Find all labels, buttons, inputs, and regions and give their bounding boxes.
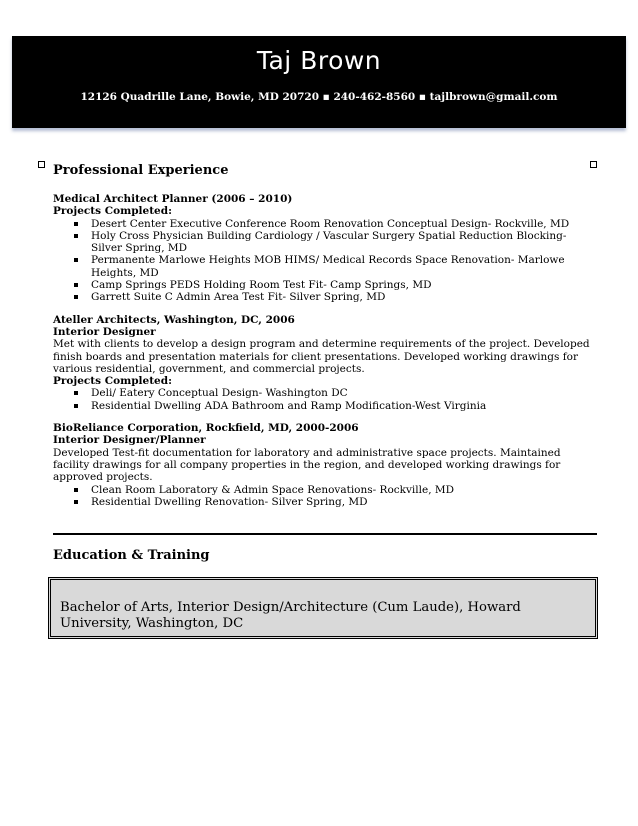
project-list [53, 484, 598, 509]
job-3 [53, 422, 598, 508]
contact-info: 12126 Quadrille Lane, Bowie, MD 20720 ▪ 240-462-8560 ▪ tajlbrown@gmail.com [80, 91, 558, 103]
checkbox-left[interactable] [38, 161, 45, 168]
list-item: Holy Cross Physician Building Cardiology / Vascular Surgery Spatial Reduction Blocking- Silver Spring, MD [91, 230, 598, 255]
job-2 [53, 314, 598, 412]
candidate-name: Taj Brown [256, 46, 382, 75]
job-heading: BioReliance Corporation, Rockfield, MD, 2000-2006 [53, 422, 359, 435]
project-list [53, 387, 598, 412]
list-item: Permanente Marlowe Heights MOB HIMS/ Medical Records Space Renovation- Marlowe Heights, MD [91, 254, 598, 279]
job-role: Interior Designer [53, 325, 156, 338]
education-entry: Bachelor of Arts, Interior Design/Architecture (Cum Laude), Howard University, Washington, DC [60, 600, 521, 631]
education-box [48, 577, 598, 639]
job-1 [53, 193, 598, 304]
section-title-education: Education & Training [53, 548, 210, 563]
job-role: Interior Designer/Planner [53, 434, 206, 447]
job-heading: Ateller Architects, Washington, DC, 2006 [53, 313, 295, 326]
experience-section [53, 163, 598, 508]
list-item: Residential Dwelling Renovation- Silver Spring, MD [91, 496, 598, 508]
list-item: Desert Center Executive Conference Room Renovation Conceptual Design- Rockville, MD [91, 218, 598, 230]
job-description: Met with clients to develop a design program and determine requirements of the project. Developed finish boards and presentation materials for client presentations. Developed working drawings for various residential, government, and commercial projects. [53, 338, 590, 375]
list-item: Garrett Suite C Admin Area Test Fit- Silver Spring, MD [91, 291, 598, 303]
projects-label: Projects Completed: [53, 375, 172, 388]
section-title-experience: Professional Experience [53, 163, 229, 178]
projects-label: Projects Completed: [53, 205, 172, 218]
section-divider [53, 533, 597, 535]
list-item: Camp Springs PEDS Holding Room Test Fit- Camp Springs, MD [91, 279, 598, 291]
list-item: Deli/ Eatery Conceptual Design- Washington DC [91, 387, 598, 399]
job-heading: Medical Architect Planner (2006 – 2010) [53, 193, 293, 205]
resume-header [12, 36, 626, 128]
project-list [53, 218, 598, 304]
job-description: Developed Test-fit documentation for laboratory and administrative space projects. Maintained facility drawings for all company properties in the region, and developed working drawings for approved projects. [53, 446, 561, 484]
list-item: Residential Dwelling ADA Bathroom and Ramp Modification-West Virginia [91, 400, 598, 412]
list-item: Clean Room Laboratory & Admin Space Renovations- Rockville, MD [91, 484, 598, 496]
